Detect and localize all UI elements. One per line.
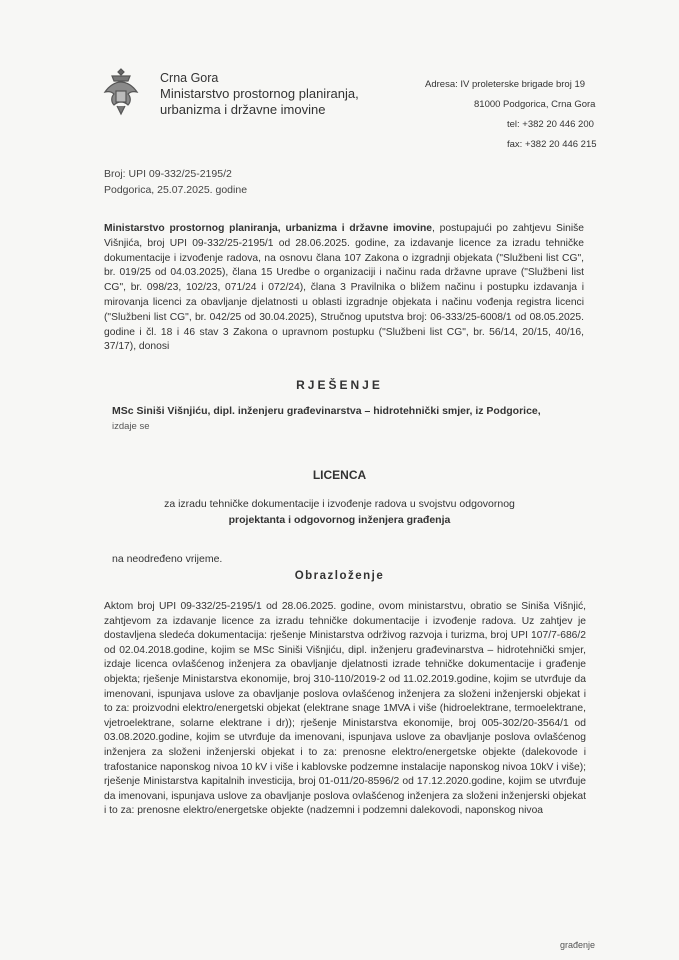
recipient-block: [112, 403, 541, 435]
document-meta: [104, 166, 247, 198]
address-city: 81000 Podgorica, Crna Gora: [474, 99, 596, 110]
montenegro-coat-of-arms-icon: [100, 66, 142, 118]
document-place-date: Podgorica, 25.07.2025. godine: [104, 184, 248, 196]
decision-title: RJEŠENJE: [296, 378, 383, 392]
ministry-name-line2: urbanizma i državne imovine: [160, 102, 326, 117]
document-number: Broj: UPI 09-332/25-2195/2: [104, 168, 232, 180]
issued-text: izdaje se: [112, 421, 150, 432]
intro-paragraph: [104, 222, 584, 355]
licence-line1: za izradu tehničke dokumentacije i izvođenje radova u svojstvu odgovornog: [164, 498, 515, 510]
footer-cut-text: građenje: [560, 940, 596, 950]
licence-description: [0, 496, 679, 528]
recipient-name: MSc Siniši Višnjiću, dipl. inženjeru građevinarstva – hidrotehnički smjer,: [112, 405, 473, 417]
licence-title: LICENCA: [312, 468, 367, 482]
ministry-header: [160, 70, 359, 118]
licence-line2: projektanta i odgovornog inženjera građenja: [228, 514, 451, 526]
telephone: tel: +382 20 446 200: [507, 119, 594, 130]
recipient-city: iz Podgorice,: [475, 405, 541, 417]
intro-ministry-name: Ministarstvo prostornog planiranja, urbanizma i državne imovine: [104, 223, 433, 234]
country-name: Crna Gora: [160, 71, 219, 85]
ministry-name-line1: Ministarstvo prostornog planiranja,: [160, 86, 359, 101]
fax: fax: +382 20 446 215: [507, 139, 597, 150]
reasoning-paragraph: Aktom broj UPI 09-332/25-2195/1 od 28.06.2025. godine, ovom ministarstvu, obratio se Siniša Višnjić, zahtjevom za izdavanje licence za izradu tehničke dokumentacije i izvođenje radova. Uz zahtjev je dostavljena sledeća dokumentacija: rješenje Ministarstva održivog razvoja i turizma, broj UPI 107/7-686/2 od 02.04.2018.godine, kojim se MSc Siniši Višnjiću, dipl. inženjeru građevinarstva – hidrotehnički smjer, izdaje licenca ovlašćenog inženjera za obavljanje djelatnosti izrade tehničke dokumentacije i građenje objekta; rješenje Ministarstva ekonomije, broj 310-110/2019-2 od 11.02.2019.godine, kojim se utvrđuje da imenovani, ispunjava uslove za obavljanje poslova ovlašćenog inženjera za složeni inženjerski objekat i to za: proizvodni elektro/energetski objekat (elektrane snage 1MVA i više (hidroelektrane, termoelektrane, vjetroelektrane, solarne elektrane i dr)); rješenje Ministarstva ekonomije, broj 005-302/20-3564/1 od 03.08.2020.godine, kojim se utvrđuje da imenovani, ispunjava uslove za obavljanje poslova ovlašćenog inženjera za složeni inženjerski objekat i to za: prenosne elektro/energetske objekte (dalekovode i trafostanice naponskog nivoa 10 kV i više i kablovske podzemne instalacije naponskog nivoa 10kV i više); rješenje Ministarstva kapitalnih investicija, broj 01-011/20-8596/2 od 17.12.2020.godine, kojim se utvrđuje da imenovani, ispunjava uslove za obavljanje poslova ovlašćenog inženjera za složeni inženjerski objekat i to za: prenosne elektro/energetske objekte (nadzemni i podzemni dalekovodi, naponskog nivoa: [104, 601, 586, 817]
address-street: Adresa: IV proleterske brigade broj 19: [425, 79, 586, 90]
intro-text: , postupajući po zahtjevu Siniše Višnjića, broj UPI 09-332/25-2195/1 od 28.06.2025. godine, za izdavanje licence za izradu tehničke dokumentacije i izvođenje radova, na osnovu člana 107 Zakona o izgradnji objekata ("Službeni list CG", br. 019/25 od 04.03.2025), člana 15 Uredbe o organizaciji i načinu rada državne uprave ("Službeni list CG", br. 098/23, 102/23, 071/24 i 072/24), člana 3 Pravilnika o bližem načinu i postupku izdavanja i mirovanja licenci za obavljanje djelatnosti u oblasti izgradnje objekata i načinu vođenja registra licenci ("Službeni list CG", br. 042/25 od 30.04.2025), Stručnog uputstva broj: 06-333/25-6008/1 od 08.05.2025. godine i čl. 18 i 46 stav 3 Zakona o upravnom postupku ("Službeni list CG", br. 56/14, 20/15, 40/16, 37/17), donosi: [104, 223, 585, 353]
licence-term: na neodređeno vrijeme.: [112, 553, 223, 565]
address-block: [425, 75, 597, 155]
reasoning-title: Obrazloženje: [294, 570, 385, 582]
